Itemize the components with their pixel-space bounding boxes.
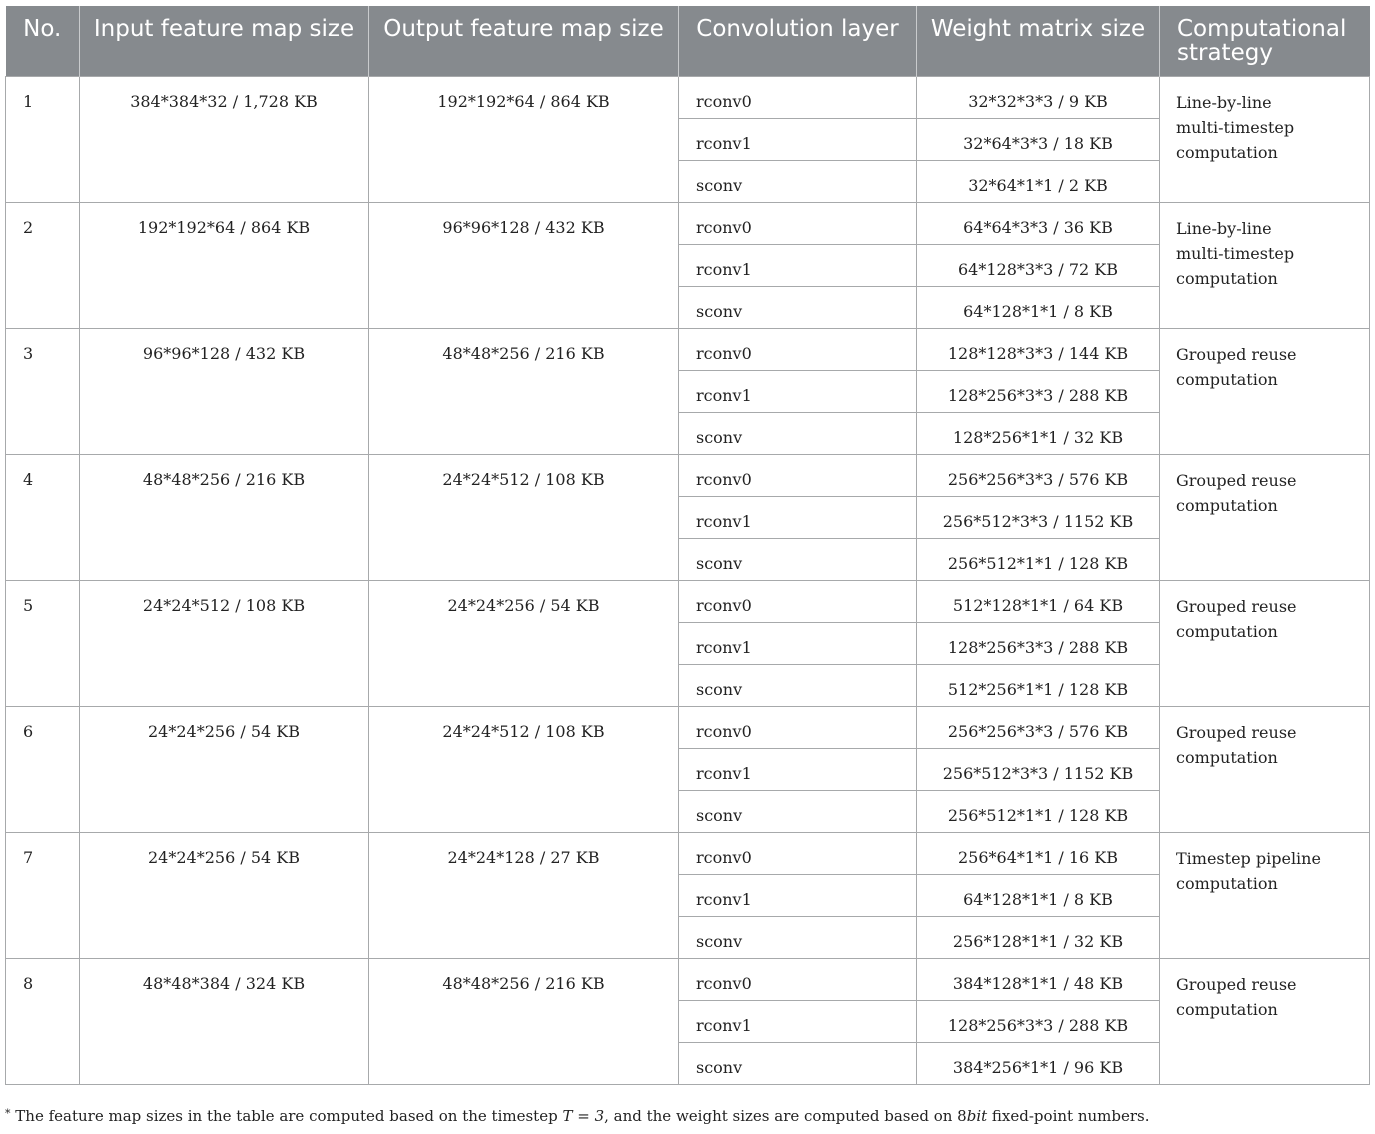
cell-weight-size <box>917 370 1160 412</box>
cell-output-size-text: 192*192*64 / 864 KB <box>437 91 610 111</box>
cell-conv-layer <box>679 76 917 118</box>
cell-weight-size <box>917 118 1160 160</box>
header-output-label: Output feature map size <box>383 16 664 42</box>
header-weight <box>917 6 1160 76</box>
cell-no-text: 3 <box>23 343 34 363</box>
table-row <box>6 832 1370 874</box>
cell-strategy-text: Grouped reuse computation <box>1176 344 1297 389</box>
cell-output-size <box>369 328 679 454</box>
cell-weight-size <box>917 622 1160 664</box>
cell-weight-size-text: 128*256*3*3 / 288 KB <box>947 385 1129 405</box>
cell-conv-layer-text: rconv1 <box>696 637 752 657</box>
cell-conv-layer-text: sconv <box>696 427 743 447</box>
cell-conv-layer-text: rconv1 <box>696 763 752 783</box>
cell-conv-layer <box>679 160 917 202</box>
cell-input-size-text: 48*48*256 / 216 KB <box>142 469 306 489</box>
cell-strategy <box>1160 328 1370 454</box>
cell-weight-size <box>917 328 1160 370</box>
cell-no-text: 4 <box>23 469 34 489</box>
cell-conv-layer-text: rconv0 <box>696 469 752 489</box>
cell-weight-size <box>917 454 1160 496</box>
cell-no <box>6 958 80 1084</box>
cell-input-size <box>80 958 369 1084</box>
cell-weight-size-text: 256*256*3*3 / 576 KB <box>947 721 1129 741</box>
cell-strategy-text: Grouped reuse computation <box>1176 470 1297 515</box>
cell-weight-size-text: 64*128*1*1 / 8 KB <box>963 301 1113 321</box>
table-row <box>6 328 1370 370</box>
header-row <box>6 6 1370 76</box>
cell-conv-layer-text: sconv <box>696 175 743 195</box>
header-strategy <box>1160 6 1370 76</box>
cell-no-text: 6 <box>23 721 34 741</box>
cell-weight-size <box>917 706 1160 748</box>
cell-weight-size <box>917 580 1160 622</box>
cell-input-size-text: 24*24*512 / 108 KB <box>142 595 306 615</box>
cell-input-size-text: 24*24*256 / 54 KB <box>148 847 300 867</box>
cell-input-size <box>80 328 369 454</box>
cell-weight-size <box>917 496 1160 538</box>
cell-strategy <box>1160 454 1370 580</box>
cell-conv-layer <box>679 958 917 1000</box>
cell-weight-size <box>917 1042 1160 1084</box>
header-weight-label: Weight matrix size <box>930 16 1146 42</box>
cell-conv-layer-text: rconv0 <box>696 721 752 741</box>
cell-output-size-text: 24*24*512 / 108 KB <box>442 721 605 741</box>
cell-weight-size-text: 64*64*3*3 / 36 KB <box>963 217 1113 237</box>
cell-conv-layer-text: sconv <box>696 805 743 825</box>
cell-no <box>6 706 80 832</box>
table-body <box>6 76 1370 1084</box>
cell-conv-layer-text: rconv0 <box>696 847 752 867</box>
cell-weight-size-text: 256*512*1*1 / 128 KB <box>947 805 1129 825</box>
header-no-label: No. <box>23 16 62 42</box>
cell-conv-layer <box>679 412 917 454</box>
cell-no-text: 2 <box>23 217 34 237</box>
cell-weight-size-text: 256*128*1*1 / 32 KB <box>952 931 1124 951</box>
cell-weight-size-text: 512*128*1*1 / 64 KB <box>952 595 1124 615</box>
cell-weight-size-text: 64*128*3*3 / 72 KB <box>958 259 1118 279</box>
cell-input-size-text: 48*48*384 / 324 KB <box>142 973 306 993</box>
cell-weight-size <box>917 160 1160 202</box>
cell-weight-size <box>917 1000 1160 1042</box>
cell-weight-size <box>917 916 1160 958</box>
cell-conv-layer <box>679 1000 917 1042</box>
cell-output-size-text: 24*24*512 / 108 KB <box>442 469 605 489</box>
cell-conv-layer-text: rconv1 <box>696 1015 752 1035</box>
cell-weight-size <box>917 412 1160 454</box>
cell-conv-layer-text: rconv0 <box>696 217 752 237</box>
cell-weight-size <box>917 538 1160 580</box>
cell-strategy-text: Timestep pipeline computation <box>1176 848 1321 893</box>
cell-input-size <box>80 454 369 580</box>
layer-table <box>5 6 1370 1085</box>
header-conv-layer-label: Convolution layer <box>696 16 899 42</box>
cell-output-size <box>369 454 679 580</box>
cell-strategy-text: Line-by-line multi-timestep computation <box>1176 92 1295 162</box>
cell-conv-layer-text: rconv0 <box>696 91 752 111</box>
cell-input-size <box>80 202 369 328</box>
cell-output-size-text: 24*24*256 / 54 KB <box>447 595 600 615</box>
cell-conv-layer <box>679 916 917 958</box>
cell-weight-size-text: 128*256*3*3 / 288 KB <box>947 1015 1129 1035</box>
cell-conv-layer-text: sconv <box>696 1057 743 1077</box>
cell-conv-layer <box>679 874 917 916</box>
cell-no <box>6 580 80 706</box>
cell-conv-layer-text: sconv <box>696 931 743 951</box>
cell-weight-size-text: 256*512*1*1 / 128 KB <box>947 553 1129 573</box>
cell-output-size-text: 48*48*256 / 216 KB <box>442 343 605 363</box>
cell-weight-size-text: 32*64*1*1 / 2 KB <box>968 175 1108 195</box>
cell-conv-layer-text: rconv0 <box>696 973 752 993</box>
cell-input-size <box>80 832 369 958</box>
cell-conv-layer-text: rconv1 <box>696 133 752 153</box>
table-row <box>6 706 1370 748</box>
cell-output-size <box>369 706 679 832</box>
cell-weight-size <box>917 874 1160 916</box>
footnote-text-1: The feature map sizes in the table are computed based on the timestep <box>15 1107 563 1125</box>
cell-output-size <box>369 76 679 202</box>
cell-conv-layer <box>679 664 917 706</box>
cell-conv-layer <box>679 538 917 580</box>
cell-strategy-text: Grouped reuse computation <box>1176 596 1297 641</box>
cell-no <box>6 202 80 328</box>
cell-conv-layer-text: rconv1 <box>696 259 752 279</box>
header-strategy-label: Computational strategy <box>1177 16 1347 66</box>
cell-weight-size-text: 256*512*3*3 / 1152 KB <box>942 511 1134 531</box>
table-row <box>6 580 1370 622</box>
cell-weight-size <box>917 832 1160 874</box>
cell-weight-size-text: 256*256*3*3 / 576 KB <box>947 469 1129 489</box>
cell-weight-size-text: 64*128*1*1 / 8 KB <box>963 889 1113 909</box>
cell-conv-layer <box>679 454 917 496</box>
cell-input-size-text: 192*192*64 / 864 KB <box>137 217 311 237</box>
cell-strategy <box>1160 832 1370 958</box>
table-footnote <box>5 1107 1369 1125</box>
cell-weight-size-text: 384*128*1*1 / 48 KB <box>952 973 1124 993</box>
header-input-label: Input feature map size <box>93 16 355 42</box>
cell-weight-size-text: 32*64*3*3 / 18 KB <box>963 133 1113 153</box>
header-no <box>6 6 80 76</box>
cell-conv-layer <box>679 496 917 538</box>
cell-strategy <box>1160 706 1370 832</box>
cell-strategy <box>1160 76 1370 202</box>
footnote-math-bit: bit <box>966 1107 988 1125</box>
table-row <box>6 454 1370 496</box>
cell-conv-layer <box>679 580 917 622</box>
cell-no-text: 5 <box>23 595 34 615</box>
cell-strategy <box>1160 580 1370 706</box>
cell-output-size-text: 24*24*128 / 27 KB <box>447 847 600 867</box>
cell-input-size-text: 24*24*256 / 54 KB <box>148 721 300 741</box>
cell-weight-size-text: 384*256*1*1 / 96 KB <box>952 1057 1124 1077</box>
cell-conv-layer <box>679 244 917 286</box>
cell-conv-layer-text: sconv <box>696 301 743 321</box>
table-row <box>6 958 1370 1000</box>
cell-no-text: 8 <box>23 973 34 993</box>
cell-conv-layer <box>679 202 917 244</box>
cell-weight-size-text: 512*256*1*1 / 128 KB <box>947 679 1129 699</box>
cell-conv-layer-text: rconv1 <box>696 889 752 909</box>
cell-weight-size <box>917 748 1160 790</box>
cell-weight-size-text: 256*512*3*3 / 1152 KB <box>942 763 1134 783</box>
cell-output-size <box>369 958 679 1084</box>
footnote-marker: * <box>5 1107 11 1120</box>
cell-output-size <box>369 202 679 328</box>
header-input <box>80 6 369 76</box>
cell-weight-size <box>917 958 1160 1000</box>
cell-input-size <box>80 706 369 832</box>
cell-weight-size-text: 32*32*3*3 / 9 KB <box>968 91 1108 111</box>
cell-conv-layer <box>679 286 917 328</box>
cell-strategy <box>1160 958 1370 1084</box>
cell-strategy-text: Grouped reuse computation <box>1176 722 1297 767</box>
table-row <box>6 202 1370 244</box>
cell-strategy-text: Line-by-line multi-timestep computation <box>1176 218 1295 288</box>
cell-weight-size-text: 128*256*3*3 / 288 KB <box>947 637 1129 657</box>
cell-weight-size <box>917 202 1160 244</box>
header-conv-layer <box>679 6 917 76</box>
table-container <box>5 6 1369 1085</box>
cell-input-size <box>80 76 369 202</box>
cell-no <box>6 832 80 958</box>
cell-weight-size <box>917 790 1160 832</box>
cell-conv-layer-text: sconv <box>696 553 743 573</box>
cell-conv-layer <box>679 748 917 790</box>
table-row <box>6 76 1370 118</box>
cell-conv-layer-text: rconv0 <box>696 343 752 363</box>
cell-no <box>6 328 80 454</box>
footnote-text-2: , and the weight sizes are computed based on 8 <box>604 1107 967 1125</box>
cell-conv-layer <box>679 370 917 412</box>
cell-conv-layer <box>679 622 917 664</box>
cell-output-size-text: 96*96*128 / 432 KB <box>442 217 605 237</box>
cell-weight-size-text: 128*128*3*3 / 144 KB <box>947 343 1129 363</box>
cell-weight-size <box>917 664 1160 706</box>
cell-output-size <box>369 580 679 706</box>
cell-output-size <box>369 832 679 958</box>
cell-conv-layer <box>679 1042 917 1084</box>
cell-no <box>6 76 80 202</box>
cell-no <box>6 454 80 580</box>
cell-weight-size-text: 128*256*1*1 / 32 KB <box>952 427 1124 447</box>
cell-weight-size <box>917 76 1160 118</box>
cell-weight-size <box>917 286 1160 328</box>
cell-conv-layer <box>679 118 917 160</box>
cell-output-size-text: 48*48*256 / 216 KB <box>442 973 605 993</box>
cell-conv-layer-text: rconv1 <box>696 385 752 405</box>
cell-input-size-text: 384*384*32 / 1,728 KB <box>130 91 318 111</box>
cell-no-text: 1 <box>23 91 34 111</box>
cell-conv-layer <box>679 706 917 748</box>
cell-no-text: 7 <box>23 847 34 867</box>
cell-input-size-text: 96*96*128 / 432 KB <box>142 343 306 363</box>
cell-conv-layer <box>679 832 917 874</box>
cell-conv-layer-text: rconv0 <box>696 595 752 615</box>
cell-strategy-text: Grouped reuse computation <box>1176 974 1297 1019</box>
cell-strategy <box>1160 202 1370 328</box>
cell-weight-size <box>917 244 1160 286</box>
footnote-text-3: fixed-point numbers. <box>987 1107 1150 1125</box>
cell-conv-layer-text: rconv1 <box>696 511 752 531</box>
cell-input-size <box>80 580 369 706</box>
cell-conv-layer <box>679 790 917 832</box>
cell-weight-size-text: 256*64*1*1 / 16 KB <box>958 847 1118 867</box>
header-output <box>369 6 679 76</box>
cell-conv-layer <box>679 328 917 370</box>
cell-conv-layer-text: sconv <box>696 679 743 699</box>
footnote-math-timestep: T = 3 <box>562 1107 605 1125</box>
table-header <box>6 6 1370 76</box>
